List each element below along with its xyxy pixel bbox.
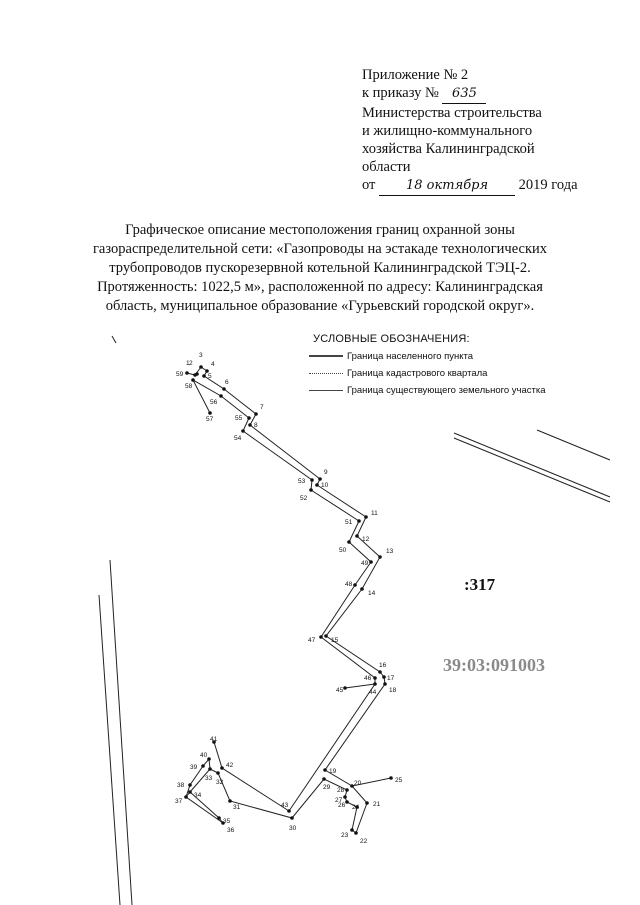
legend-label-parcel: Граница существующего земельного участка	[347, 385, 546, 396]
point-marker-17	[382, 675, 386, 679]
point-label-4: 4	[211, 361, 215, 368]
annex-title: Приложение № 2	[362, 67, 469, 83]
point-label-25: 25	[395, 777, 403, 784]
point-label-8: 8	[254, 422, 258, 429]
point-label-30: 30	[289, 825, 297, 832]
point-marker-10	[315, 483, 319, 487]
ministry-line-1: Министерства строительства	[362, 105, 542, 121]
point-marker-22	[354, 831, 358, 835]
point-marker-39	[201, 764, 205, 768]
title-line-1: Графическое описание местоположения границ охранной зоны	[125, 222, 515, 238]
point-marker-16	[378, 670, 382, 674]
point-label-12: 12	[362, 536, 370, 543]
point-marker-2	[193, 373, 197, 377]
point-label-20: 20	[354, 780, 362, 787]
point-label-19: 19	[329, 768, 337, 775]
point-label-46: 46	[364, 675, 372, 682]
point-label-52: 52	[300, 495, 308, 502]
point-marker-23	[350, 828, 354, 832]
point-label-11: 11	[371, 510, 378, 517]
legend-label-settlement: Граница населенного пункта	[347, 351, 474, 362]
point-marker-28	[345, 788, 349, 792]
point-marker-51	[357, 519, 361, 523]
zone-segment	[187, 367, 385, 833]
point-label-17: 17	[387, 675, 395, 682]
boundary-line	[110, 560, 132, 905]
point-label-51: 51	[345, 519, 353, 526]
point-marker-35	[217, 816, 221, 820]
point-label-14: 14	[368, 590, 376, 597]
boundary-line	[454, 433, 610, 497]
point-marker-45	[343, 686, 347, 690]
point-label-28: 28	[337, 787, 345, 794]
point-label-10: 10	[321, 482, 329, 489]
point-label-6: 6	[225, 379, 229, 386]
point-label-41: 41	[210, 736, 218, 743]
point-label-5: 5	[208, 373, 212, 380]
point-marker-57	[208, 411, 212, 415]
point-label-56: 56	[210, 399, 218, 406]
point-marker-7	[254, 412, 258, 416]
point-marker-46	[373, 676, 377, 680]
point-label-50: 50	[339, 547, 347, 554]
title-line-2: газораспределительной сети: «Газопроводы на эстакаде технологических	[92, 241, 547, 257]
boundary-line	[537, 430, 610, 460]
point-marker-25	[389, 776, 393, 780]
point-label-23: 23	[341, 832, 349, 839]
point-marker-13	[378, 555, 382, 559]
point-marker-18	[383, 682, 387, 686]
point-label-33: 33	[205, 775, 213, 782]
order-prefix: к приказу №	[362, 85, 439, 101]
point-label-16: 16	[379, 662, 387, 669]
cadastral-quarter-label: 39:03:091003	[443, 655, 545, 675]
ministry-line-2: и жилищно-коммунального	[362, 123, 533, 139]
boundary-line	[99, 595, 120, 905]
point-marker-19	[323, 768, 327, 772]
boundary-line	[112, 336, 116, 343]
point-label-40: 40	[200, 752, 208, 759]
point-label-39: 39	[190, 764, 198, 771]
point-markers	[184, 365, 393, 835]
title-line-4: Протяженность: 1022,5 м», расположенной по адресу: Калининградская	[97, 279, 543, 295]
point-label-49: 49	[361, 560, 369, 567]
point-marker-11	[364, 515, 368, 519]
point-marker-38	[188, 783, 192, 787]
zone-segment	[193, 380, 375, 811]
point-label-21: 21	[373, 801, 381, 808]
point-label-44: 44	[369, 689, 377, 696]
parcel-number-label: :317	[464, 575, 496, 594]
point-label-29: 29	[323, 784, 331, 791]
point-label-3: 3	[199, 352, 203, 359]
point-label-7: 7	[260, 404, 264, 411]
boundary-line	[454, 438, 610, 502]
protection-zone-outline	[186, 367, 391, 833]
point-marker-9	[318, 477, 322, 481]
point-marker-32	[216, 771, 220, 775]
point-marker-31	[228, 799, 232, 803]
point-marker-33	[208, 767, 212, 771]
point-label-55: 55	[235, 415, 243, 422]
point-label-13: 13	[386, 548, 394, 555]
point-label-1: 1	[186, 360, 190, 367]
point-marker-3	[199, 365, 203, 369]
point-label-24: 24	[352, 804, 360, 811]
point-marker-15	[324, 634, 328, 638]
point-marker-49	[369, 560, 373, 564]
title-line-5: область, муниципальное образование «Гурьевский городской округ».	[105, 298, 535, 314]
point-marker-43	[287, 809, 291, 813]
point-marker-37	[184, 795, 188, 799]
point-marker-27	[343, 795, 347, 799]
point-label-47: 47	[308, 637, 316, 644]
point-label-26: 26	[338, 802, 346, 809]
point-marker-59	[185, 371, 189, 375]
point-label-53: 53	[298, 478, 306, 485]
ministry-line-3: хозяйства Калининградской	[362, 141, 535, 157]
point-marker-30	[290, 816, 294, 820]
date-suffix: 2019 года	[518, 177, 578, 193]
point-marker-42	[220, 766, 224, 770]
point-label-34: 34	[194, 792, 202, 799]
point-marker-8	[248, 423, 252, 427]
point-marker-5	[202, 374, 206, 378]
zone-segment	[345, 684, 375, 688]
point-marker-34	[188, 790, 192, 794]
point-marker-52	[309, 488, 313, 492]
point-label-18: 18	[389, 687, 397, 694]
point-marker-21	[365, 801, 369, 805]
point-label-58: 58	[185, 383, 193, 390]
point-label-22: 22	[360, 838, 368, 845]
point-label-35: 35	[223, 818, 231, 825]
point-label-2: 2	[189, 360, 193, 367]
point-label-27: 27	[335, 797, 343, 804]
point-labels	[175, 352, 403, 845]
point-label-36: 36	[227, 827, 235, 834]
point-marker-14	[360, 587, 364, 591]
point-label-15: 15	[331, 637, 339, 644]
point-label-31: 31	[233, 804, 241, 811]
point-marker-53	[310, 478, 314, 482]
point-label-54: 54	[234, 435, 242, 442]
point-label-48: 48	[345, 581, 353, 588]
point-marker-47	[319, 635, 323, 639]
point-marker-48	[353, 583, 357, 587]
point-label-45: 45	[336, 687, 344, 694]
date-prefix: от	[362, 177, 376, 193]
point-marker-50	[347, 540, 351, 544]
point-marker-54	[241, 429, 245, 433]
point-label-32: 32	[216, 779, 224, 786]
point-marker-56	[219, 394, 223, 398]
point-label-42: 42	[226, 762, 234, 769]
legend-title: УСЛОВНЫЕ ОБОЗНАЧЕНИЯ:	[313, 333, 470, 345]
legend-label-quarter: Граница кадастрового квартала	[347, 368, 488, 379]
point-label-59: 59	[176, 371, 184, 378]
point-label-43: 43	[281, 802, 289, 809]
point-marker-44	[373, 682, 377, 686]
point-label-38: 38	[177, 782, 185, 789]
point-marker-6	[222, 387, 226, 391]
ministry-line-4: области	[362, 159, 411, 175]
point-marker-58	[191, 378, 195, 382]
point-marker-12	[355, 534, 359, 538]
point-marker-26	[345, 800, 349, 804]
date-handwritten: 18 октября	[379, 177, 515, 196]
point-marker-40	[207, 757, 211, 761]
order-number: 635	[442, 85, 486, 104]
point-marker-55	[247, 416, 251, 420]
point-marker-29	[322, 777, 326, 781]
point-label-37: 37	[175, 798, 183, 805]
point-label-9: 9	[324, 469, 328, 476]
title-line-3: трубопроводов пускорезервной котельной Калининградской ТЭЦ-2.	[109, 260, 531, 276]
point-label-57: 57	[206, 416, 214, 423]
